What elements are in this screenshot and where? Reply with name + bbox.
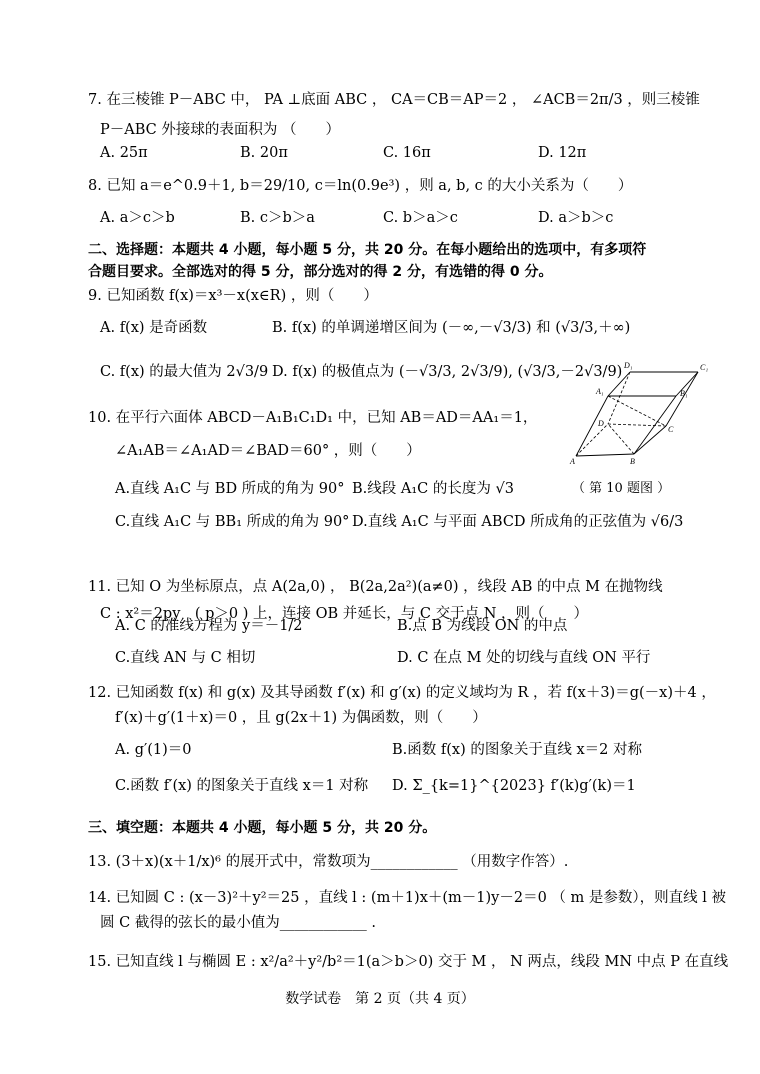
q12-line2: f′(x)＋g′(1＋x)＝0 ，且 g(2x＋1) 为偶函数，则（ ） (115, 710, 487, 726)
q11-line2: C : x²＝2py ( p＞0 ) 上，连接 OB 并延长，与 C 交于点 N ，则（ ） (100, 606, 589, 622)
fig-label-d: D (598, 419, 604, 428)
q10-option-a: A.直线 A₁C 与 BD 所成的角为 90° (115, 481, 345, 497)
q12-option-d: D. Σ_{k=1}^{2023} f′(k)g′(k)＝1 (392, 778, 636, 794)
q7-option-d: D. 12π (538, 145, 587, 161)
q15-stem: 15. 已知直线 l 与椭圆 E : x²/a²＋y²/b²＝1(a＞b＞0) 交于 M ， N 两点，线段 MN 中点 P 在直线 (88, 954, 729, 970)
q9-stem: 9. 已知函数 f(x)＝x³－x(x∈R) ，则（ ） (88, 288, 378, 304)
q11-option-c: C.直线 AN 与 C 相切 (115, 650, 256, 666)
fig-label-a: A (570, 457, 575, 466)
q10-figure-caption: （ 第 10 题图 ） (572, 481, 671, 496)
q10-option-d: D.直线 A₁C 与平面 ABCD 所成角的正弦值为 √6/3 (352, 514, 684, 530)
q9-option-b: B. f(x) 的单调递增区间为 (－∞,－√3/3) 和 (√3/3,＋∞) (272, 320, 631, 336)
q14-line2: 圆 C 截得的弦长的最小值为____________ . (100, 915, 377, 931)
section2-heading-line2: 合题目要求。全部选对的得 5 分，部分选对的得 2 分，有选错的得 0 分。 (88, 264, 553, 280)
q12-line1: 12. 已知函数 f(x) 和 g(x) 及其导函数 f′(x) 和 g′(x) 的定义域均为 R ，若 f(x＋3)＝g(－x)＋4 ， (88, 685, 716, 701)
q7-option-b: B. 20π (240, 145, 288, 161)
q14-line1: 14. 已知圆 C : (x－3)²＋y²＝25 ，直线 l : (m＋1)x＋(m－1)y－2＝0 （ m 是参数），则直线 l 被 (88, 890, 726, 906)
q12-option-a: A. g′(1)＝0 (115, 742, 192, 758)
q12-option-b: B.函数 f(x) 的图象关于直线 x＝2 对称 (392, 742, 642, 758)
fig-label-a1: A₁ (596, 387, 604, 396)
section2-heading-line1: 二、选择题：本题共 4 小题，每小题 5 分，共 20 分。在每小题给出的选项中，有多项符 (88, 242, 647, 258)
q10-option-b: B.线段 A₁C 的长度为 √3 (352, 481, 514, 497)
fig-label-b: B (630, 457, 635, 466)
fig-label-d1: D₁ (624, 361, 633, 370)
q8-option-b: B. c＞b＞a (240, 210, 315, 226)
q8-option-d: D. a＞b＞c (538, 210, 614, 226)
fig-label-c: C (668, 425, 674, 434)
q13-stem: 13. (3＋x)(x＋1/x)⁶ 的展开式中，常数项为____________ （用数字作答）. (88, 854, 569, 870)
q12-option-c: C.函数 f′(x) 的图象关于直线 x＝1 对称 (115, 778, 369, 794)
fig-label-c1: C₁ (700, 363, 709, 372)
q7-option-c: C. 16π (383, 145, 431, 161)
q9-option-c: C. f(x) 的最大值为 2√3/9 (100, 364, 269, 380)
q9-option-a: A. f(x) 是奇函数 (100, 320, 208, 336)
q11-option-d: D. C 在点 M 处的切线与直线 ON 平行 (397, 650, 651, 666)
q10-option-c: C.直线 A₁C 与 BB₁ 所成的角为 90° (115, 514, 350, 530)
q7-option-a: A. 25π (100, 145, 148, 161)
q9-option-d: D. f(x) 的极值点为 (－√3/3, 2√3/9), (√3/3,－2√3/9) (272, 364, 623, 380)
q11-option-a: A. C 的准线方程为 y＝－1/2 (115, 618, 303, 634)
fig-label-b1: B₁ (680, 389, 688, 398)
q8-option-a: A. a＞c＞b (100, 210, 175, 226)
q11-option-b: B.点 B 为线段 ON 的中点 (397, 618, 568, 634)
q8-option-c: C. b＞a＞c (383, 210, 458, 226)
q11-line1: 11. 已知 O 为坐标原点，点 A(2a,0) ， B(2a,2a²)(a≠0) ，线段 AB 的中点 M 在抛物线 (88, 579, 663, 595)
q7-line1: 7. 在三棱锥 P－ABC 中， PA ⊥底面 ABC ， CA＝CB＝AP＝2 ， ∠ACB＝2π/3 ，则三棱锥 (88, 92, 700, 108)
q10-line1: 10. 在平行六面体 ABCD－A₁B₁C₁D₁ 中，已知 AB＝AD＝AA₁＝1， (88, 410, 538, 426)
q10-line2: ∠A₁AB＝∠A₁AD＝∠BAD＝60° ，则（ ） (115, 443, 421, 459)
q8-stem: 8. 已知 a＝e^0.9＋1, b＝29/10, c＝ln(0.9e³) ，则 a, b, c 的大小关系为（ ） (88, 178, 633, 194)
page-footer: 数学试卷 第 2 页（共 4 页） (285, 991, 475, 1007)
section3-heading: 三、填空题：本题共 4 小题，每小题 5 分，共 20 分。 (88, 820, 437, 836)
q7-line2: P－ABC 外接球的表面积为 （ ） (100, 122, 340, 138)
q10-parallelepiped-figure (568, 358, 718, 468)
